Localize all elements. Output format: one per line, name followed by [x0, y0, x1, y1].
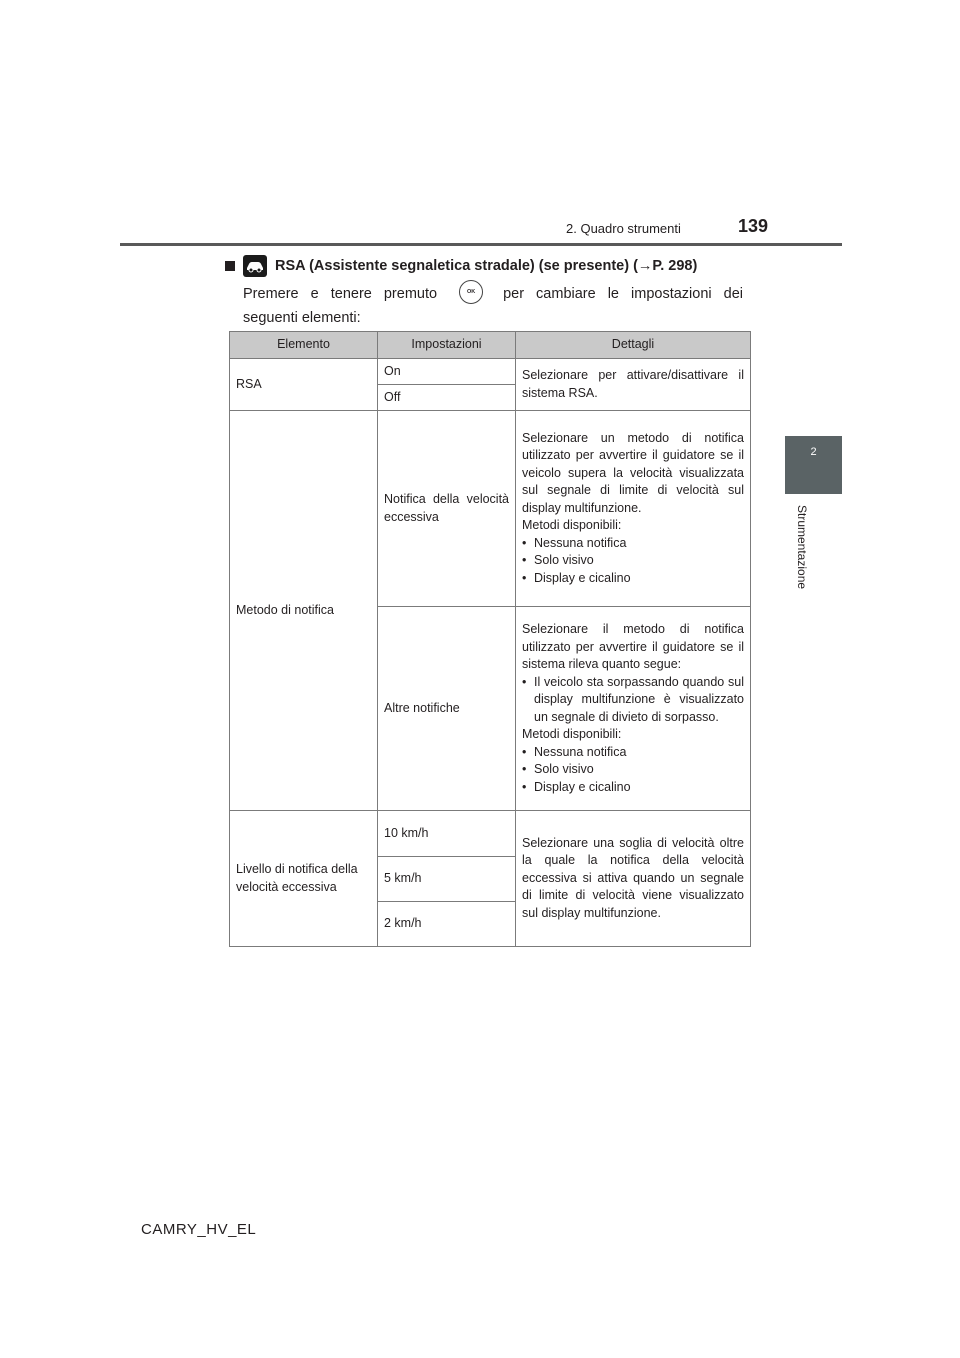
side-tab [785, 436, 842, 494]
detail-cell: Selezionare una soglia di velocità oltre la quale la notifica della velocità eccessiva si attiva quando un segnale di limite di velocità viene visualizzato sul display multifunzione. [516, 811, 751, 947]
setting-cell: Off [378, 385, 516, 411]
list-item: • Solo visivo [522, 762, 594, 776]
table-row [230, 411, 751, 607]
side-tab-label: Strumentazione [795, 505, 809, 590]
intro-paragraph [243, 282, 743, 330]
detail-cell [516, 607, 751, 811]
column-header-settings: Impostazioni [378, 332, 516, 359]
list-item: • Solo visivo [522, 553, 594, 568]
ok-button-icon: OK [459, 280, 483, 304]
list-item: • Il veicolo sta sorpassando quando sul display multifunzione è visualizzato un segnale di divieto di sorpasso. [522, 674, 744, 724]
table-row [230, 359, 751, 385]
side-tab-number: 2 [810, 446, 817, 458]
list-item: • Nessuna notifica [522, 535, 627, 550]
list-item: • Display e cicalino [522, 779, 631, 794]
heading-title: RSA (Assistente segnaletica stradale) (se presente) ( [275, 258, 638, 274]
intro-text-after: per cambiare le impostazioni dei seguenti elementi: [243, 286, 743, 327]
setting-cell: Altre notifiche [378, 607, 516, 811]
header-section-title: 2. Quadro strumenti [566, 221, 681, 236]
element-cell: Metodo di notifica [230, 411, 378, 811]
column-header-element: Elemento [230, 332, 378, 359]
settings-table [229, 331, 751, 947]
setting-cell: 10 km/h [378, 811, 516, 857]
page-number: 139 [738, 216, 769, 236]
detail-text: Selezionare un metodo di notifica utilizzato per avvertire il guidatore se il veicolo supera la velocità visualizzata sul segnale di limite di velocità sul display multifunzione. [522, 430, 744, 515]
list-item: • Display e cicalino [522, 570, 631, 585]
intro-text-before: Premere e tenere premuto [243, 286, 438, 302]
table-row [230, 811, 751, 857]
footer-code: CAMRY_HV_EL [141, 1221, 257, 1238]
page-reference: P. 298) [652, 258, 698, 274]
detail-text: Selezionare il metodo di notifica utilizzato per avvertire il guidatore se il sistema rileva quanto segue: [522, 622, 744, 671]
setting-cell: Notifica della velocità eccessiva [378, 411, 516, 607]
arrow-icon: → [637, 258, 653, 274]
setting-cell: On [378, 359, 516, 385]
element-cell: RSA [230, 359, 378, 411]
element-cell: Livello di notifica della velocità eccessiva [230, 811, 378, 947]
header-rule [120, 243, 842, 246]
column-header-details: Dettagli [516, 332, 751, 359]
table-header-row [230, 332, 751, 359]
detail-cell [516, 411, 751, 607]
square-bullet-icon [225, 261, 235, 271]
methods-label: Metodi disponibili: [522, 727, 622, 741]
setting-cell: 2 km/h [378, 902, 516, 947]
section-heading [225, 255, 697, 277]
methods-label: Metodi disponibili: [522, 518, 622, 533]
rsa-car-icon [243, 255, 267, 277]
setting-cell: 5 km/h [378, 857, 516, 902]
detail-cell: Selezionare per attivare/disattivare il sistema RSA. [516, 359, 751, 411]
list-item: • Nessuna notifica [522, 744, 627, 759]
